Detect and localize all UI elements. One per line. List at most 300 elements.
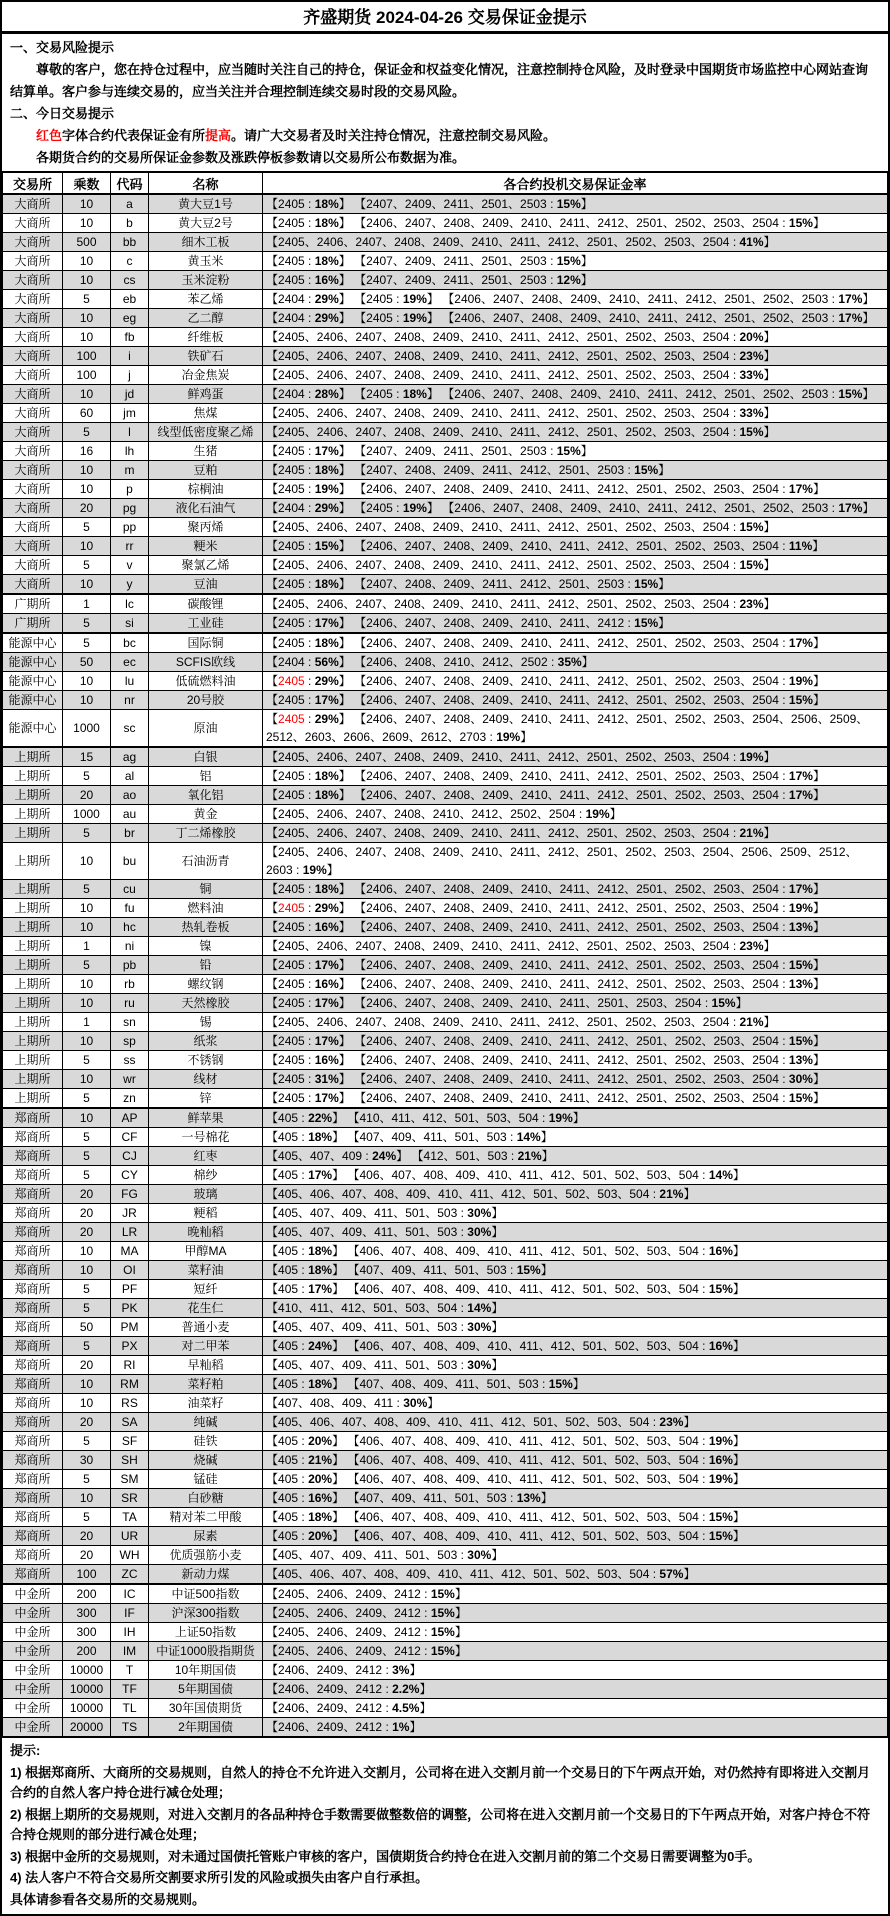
contract-rate-group: 【2405、2406、2407、2408、2409、2410、2411、2412、2501、2502、2503、2504 : 20%】: [266, 330, 776, 344]
multiplier-cell: 20000: [63, 1718, 111, 1738]
multiplier-cell: 100: [63, 366, 111, 385]
code-cell: pg: [111, 499, 149, 518]
contract-months: 2406、2407、2408、2409、2410、2411、2412、2501、2502、2503、2504: [366, 1091, 779, 1105]
contract-rate-group: 【406、407、408、409、410、411、412、501、502、503、504 : 16%】: [347, 1453, 745, 1467]
multiplier-cell: 5: [63, 767, 111, 786]
multiplier-cell: 10: [63, 1394, 111, 1413]
note-item: 4) 法人客户不符合交易所交割要求所引发的风险或损失由客户自行承担。: [10, 1870, 429, 1885]
table-row: [3, 252, 888, 271]
contract-months: 2404: [278, 655, 305, 669]
contract-rate-group: 【2405 : 16%】: [266, 273, 351, 287]
contract-months: 2406、2407、2408、2409、2410、2411、2412、2501、2502、2503、2504: [366, 1053, 779, 1067]
contract-rate-group: 【406、407、408、409、410、411、412、501、502、503、504 : 15%】: [347, 1510, 745, 1524]
margin-rate-value: 19%: [302, 863, 327, 877]
contract-rate-group: 【2405 : 16%】: [266, 977, 351, 991]
table-row: [3, 1451, 888, 1470]
code-cell: MA: [111, 1242, 149, 1261]
contract-months: 2405、2406、2407、2408、2409、2410、2411、2412、2501、2502、2503、2504: [278, 558, 730, 572]
contract-months: 405: [278, 1263, 299, 1277]
name-cell: 一号棉花: [149, 1128, 263, 1147]
contract-months: 2406、2407、2408、2409、2410、2411、2412、2501、2502、2503: [454, 311, 829, 325]
contract-rate-group: 【2405 : 18%】: [266, 216, 351, 230]
margin-rate-value: 15%: [788, 958, 813, 972]
exchange-cell: 上期所: [3, 937, 63, 956]
contract-rate-group: 【405 : 22%】: [266, 1111, 345, 1125]
contract-months: 2406、2407、2408、2409、2410、2411、2412、2501、2502、2503: [454, 387, 829, 401]
exchange-cell: 上期所: [3, 843, 63, 880]
margin-rates-cell: [263, 366, 888, 385]
name-cell: 乙二醇: [149, 309, 263, 328]
contract-months: 2406、2407、2408、2409、2410、2411、2412、2501、2502、2503、2504: [366, 882, 779, 896]
code-cell: m: [111, 461, 149, 480]
exchange-cell: 郑商所: [3, 1413, 63, 1432]
contract-rate-group: 【405、407、409、411、501、503 : 30%】: [266, 1358, 504, 1372]
exchange-cell: 上期所: [3, 899, 63, 918]
contract-months: 2405: [278, 958, 305, 972]
contract-months: 2405: [278, 1091, 305, 1105]
margin-rates-cell: [263, 805, 888, 824]
margin-rates-cell: [263, 710, 888, 748]
contract-rate-group: 【2406、2407、2408、2409、2410、2411、2412、2501、2502、2503 : 17%】: [442, 311, 875, 325]
contract-rate-group: 【2406、2407、2408、2409、2410、2411、2412、2501、2502、2503、2504 : 15%】: [354, 1034, 825, 1048]
table-row: [3, 1661, 888, 1680]
table-row: [3, 824, 888, 843]
code-cell: nr: [111, 691, 149, 710]
contract-months: 405: [278, 1282, 299, 1296]
contract-rate-group: 【405 : 16%】: [266, 1491, 345, 1505]
contract-rate-group: 【405、407、409、411、501、503 : 30%】: [266, 1225, 504, 1239]
contract-rate-group: 【405、406、407、408、409、410、411、412、501、502、503、504 : 57%】: [266, 1567, 696, 1581]
table-row: [3, 880, 888, 899]
margin-rate-value: 16%: [314, 273, 339, 287]
code-cell: SR: [111, 1489, 149, 1508]
exchange-cell: 大商所: [3, 556, 63, 575]
exchange-cell: 能源中心: [3, 691, 63, 710]
exchange-cell: 郑商所: [3, 1508, 63, 1527]
contract-rate-group: 【2406、2407、2408、2409、2410、2411、2412、2501、2502、2503、2504、2506、2509、2512、2603、2606、2609、2612、2703 : 19%】: [266, 712, 869, 744]
margin-rates-cell: [263, 194, 888, 214]
margin-rate-value: 17%: [788, 482, 813, 496]
multiplier-cell: 10: [63, 1108, 111, 1128]
margin-rate-value: 15%: [516, 1263, 541, 1277]
multiplier-cell: 5: [63, 1051, 111, 1070]
name-cell: 焦煤: [149, 404, 263, 423]
contract-months: 405: [278, 1377, 299, 1391]
table-row: [3, 1375, 888, 1394]
margin-rate-value: 17%: [838, 501, 863, 515]
exchange-cell: 中金所: [3, 1604, 63, 1623]
table-row: [3, 710, 888, 748]
table-row: [3, 1089, 888, 1109]
name-cell: 黄金: [149, 805, 263, 824]
contract-months: 405: [278, 1434, 299, 1448]
table-row: [3, 1108, 888, 1128]
exchange-cell: 郑商所: [3, 1565, 63, 1585]
margin-rate-value: 18%: [314, 882, 339, 896]
code-cell: SF: [111, 1432, 149, 1451]
multiplier-cell: 5: [63, 423, 111, 442]
contract-rate-group: 【407、409、411、501、503 : 15%】: [347, 1263, 553, 1277]
name-cell: 玻璃: [149, 1185, 263, 1204]
code-cell: al: [111, 767, 149, 786]
margin-rates-cell: [263, 1546, 888, 1565]
name-cell: 白银: [149, 747, 263, 767]
name-cell: 鲜鸡蛋: [149, 385, 263, 404]
exchange-cell: 上期所: [3, 1070, 63, 1089]
contract-months: 406、407、408、409、410、411、412、501、502、503、504: [359, 1282, 699, 1296]
col-header-exchange: 交易所: [3, 172, 63, 194]
margin-rate-value: 30%: [467, 1548, 492, 1562]
table-row: [3, 672, 888, 691]
contract-rate-group: 【405 : 17%】: [266, 1282, 345, 1296]
contract-rate-group: 【2404 : 29%】: [266, 501, 351, 515]
margin-rates-cell: [263, 653, 888, 672]
exchange-cell: 郑商所: [3, 1527, 63, 1546]
notes-heading: 提示:: [10, 1743, 41, 1758]
exchange-cell: 郑商所: [3, 1432, 63, 1451]
contract-months: 412、501、503: [423, 1149, 508, 1163]
contract-rate-group: 【2405 : 29%】: [266, 712, 351, 726]
exchange-cell: 郑商所: [3, 1299, 63, 1318]
multiplier-cell: 10: [63, 1375, 111, 1394]
code-cell: CJ: [111, 1147, 149, 1166]
name-cell: 对二甲苯: [149, 1337, 263, 1356]
table-row: [3, 1413, 888, 1432]
multiplier-cell: 5: [63, 518, 111, 537]
margin-rate-value: 30%: [788, 1072, 813, 1086]
code-cell: c: [111, 252, 149, 271]
contract-months: 2405、2406、2407、2408、2409、2410、2411、2412、2501、2502、2503、2504: [278, 1015, 730, 1029]
table-row: [3, 1432, 888, 1451]
contract-rate-group: 【2406、2407、2408、2409、2410、2411、2412、2501、2502、2503、2504 : 17%】: [354, 788, 825, 802]
code-cell: TL: [111, 1699, 149, 1718]
table-row: [3, 537, 888, 556]
margin-rate-value: 15%: [634, 463, 659, 477]
margin-rate-value: 15%: [314, 539, 339, 553]
contract-months: 2405、2406、2407、2408、2409、2410、2411、2412、2501、2502、2503、2504: [278, 330, 730, 344]
name-cell: 5年期国债: [149, 1680, 263, 1699]
code-cell: l: [111, 423, 149, 442]
contract-months: 406、407、408、409、410、411、412、501、502、503、504: [359, 1168, 699, 1182]
multiplier-cell: 50: [63, 653, 111, 672]
contract-months-raised: 2405: [278, 901, 305, 915]
margin-rates-cell: [263, 880, 888, 899]
margin-rates-cell: [263, 423, 888, 442]
margin-rates-cell: [263, 290, 888, 309]
exchange-cell: 大商所: [3, 366, 63, 385]
margin-rate-value: 18%: [314, 463, 339, 477]
name-cell: 硅铁: [149, 1432, 263, 1451]
margin-rates-cell: [263, 347, 888, 366]
margin-rate-value: 29%: [314, 901, 339, 915]
margin-rate-value: 35%: [557, 655, 582, 669]
contract-rate-group: 【406、407、408、409、410、411、412、501、502、503、504 : 16%】: [347, 1339, 745, 1353]
multiplier-cell: 10000: [63, 1661, 111, 1680]
margin-rate-value: 15%: [430, 1625, 455, 1639]
table-row: [3, 1013, 888, 1032]
margin-rates-cell: [263, 1013, 888, 1032]
margin-rates-cell: [263, 1204, 888, 1223]
margin-rate-value: 15%: [634, 616, 659, 630]
multiplier-cell: 500: [63, 233, 111, 252]
contract-months: 2404: [278, 387, 305, 401]
code-cell: RS: [111, 1394, 149, 1413]
contract-months: 405: [278, 1244, 299, 1258]
name-cell: 白砂糖: [149, 1489, 263, 1508]
contract-months: 2405: [278, 482, 305, 496]
exchange-cell: 郑商所: [3, 1375, 63, 1394]
table-row: [3, 1299, 888, 1318]
table-row: [3, 1166, 888, 1185]
contract-rate-group: 【406、407、408、409、410、411、412、501、502、503、504 : 15%】: [347, 1282, 745, 1296]
contract-rate-group: 【405、407、409、411、501、503 : 30%】: [266, 1206, 504, 1220]
contract-rate-group: 【2407、2409、2411、2501、2503 : 12%】: [354, 273, 593, 287]
margin-rate-value: 15%: [556, 254, 581, 268]
multiplier-cell: 20: [63, 1223, 111, 1242]
contract-months: 2407、2409、2411、2501、2503: [366, 197, 547, 211]
contract-months: 2406、2407、2408、2409、2410、2411、2412、2501、2502、2503、2504: [366, 920, 779, 934]
name-cell: 20号胶: [149, 691, 263, 710]
contract-months: 2405: [366, 501, 393, 515]
table-row: [3, 1147, 888, 1166]
contract-rate-group: 【2405 : 17%】: [266, 444, 351, 458]
contract-rate-group: 【405 : 18%】: [266, 1263, 345, 1277]
margin-rates-cell: [263, 1394, 888, 1413]
contract-rate-group: 【2405、2406、2407、2408、2409、2410、2411、2412、2501、2502、2503、2504 : 33%】: [266, 406, 776, 420]
name-cell: 纤维板: [149, 328, 263, 347]
table-row: [3, 385, 888, 404]
code-cell: pp: [111, 518, 149, 537]
exchange-cell: 大商所: [3, 442, 63, 461]
code-cell: p: [111, 480, 149, 499]
table-row: [3, 1128, 888, 1147]
table-row: [3, 1470, 888, 1489]
margin-rates-cell: [263, 1718, 888, 1738]
margin-rate-value: 17%: [314, 616, 339, 630]
margin-rate-value: 21%: [517, 1149, 542, 1163]
code-cell: pb: [111, 956, 149, 975]
contract-rate-group: 【2405 : 17%】: [266, 693, 351, 707]
exchange-cell: 广期所: [3, 594, 63, 614]
code-cell: au: [111, 805, 149, 824]
margin-rates-cell: [263, 843, 888, 880]
multiplier-cell: 5: [63, 880, 111, 899]
margin-rate-value: 18%: [314, 769, 339, 783]
table-row: [3, 1337, 888, 1356]
contract-months: 405: [278, 1472, 299, 1486]
table-row: [3, 309, 888, 328]
contract-months: 2405: [278, 539, 305, 553]
name-cell: 纸浆: [149, 1032, 263, 1051]
contract-months: 2405、2406、2407、2408、2409、2410、2411、2412、2501、2502、2503、2504: [278, 349, 730, 363]
margin-rates-cell: [263, 1604, 888, 1623]
exchange-cell: 郑商所: [3, 1147, 63, 1166]
code-cell: TS: [111, 1718, 149, 1738]
margin-rate-value: 14%: [467, 1301, 492, 1315]
margin-rate-value: 15%: [788, 1091, 813, 1105]
contract-months: 2405: [278, 216, 305, 230]
margin-rates-cell: [263, 691, 888, 710]
contract-rate-group: 【2406、2407、2408、2409、2410、2411、2412、2501、2502、2503、2504 : 19%】: [354, 901, 825, 915]
contract-rate-group: 【2405、2406、2407、2408、2409、2410、2411、2412、2501、2502、2503、2504 : 23%】: [266, 939, 776, 953]
contract-rate-group: 【2405 : 18%】: [266, 882, 351, 896]
contract-rate-group: 【2405 : 31%】: [266, 1072, 351, 1086]
exchange-cell: 上期所: [3, 956, 63, 975]
table-row: [3, 233, 888, 252]
margin-rate-value: 17%: [308, 1168, 333, 1182]
margin-rates-cell: [263, 404, 888, 423]
name-cell: 线型低密度聚乙烯: [149, 423, 263, 442]
contract-months: 2406、2407、2408、2409、2410、2411、2412、2501、2502、2503、2504: [366, 1072, 779, 1086]
contract-rate-group: 【2404 : 28%】: [266, 387, 351, 401]
contract-months: 405: [278, 1529, 299, 1543]
contract-rate-group: 【2405 : 18%】: [266, 254, 351, 268]
contract-months: 405: [278, 1453, 299, 1467]
code-cell: ag: [111, 747, 149, 767]
margin-rate-value: 1%: [392, 1720, 410, 1734]
contract-rate-group: 【2406、2407、2408、2409、2410、2411、2501、2503、2504 : 15%】: [354, 996, 748, 1010]
margin-rates-cell: [263, 537, 888, 556]
contract-rate-group: 【2405 : 18%】: [354, 387, 439, 401]
contract-rate-group: 【406、407、408、409、410、411、412、501、502、503、504 : 19%】: [347, 1472, 745, 1486]
code-cell: WH: [111, 1546, 149, 1565]
multiplier-cell: 5: [63, 1508, 111, 1527]
margin-rates-cell: [263, 1680, 888, 1699]
margin-rate-value: 2.2%: [392, 1682, 420, 1696]
name-cell: 豆粕: [149, 461, 263, 480]
contract-months: 405、406、407、408、409、410、411、412、501、502、503、504: [278, 1567, 650, 1581]
multiplier-cell: 20: [63, 1185, 111, 1204]
preamble: [2, 34, 888, 171]
contract-months: 2406、2408、2410、2412、2502: [366, 655, 548, 669]
multiplier-cell: 20: [63, 786, 111, 805]
contract-rate-group: 【2405 : 19%】: [354, 501, 439, 515]
contract-months: 2405: [278, 636, 305, 650]
contract-months: 2407、2409、2411、2501、2503: [366, 273, 547, 287]
red-highlight-text: 提高: [205, 128, 232, 143]
contract-months: 406、407、408、409、410、411、412、501、502、503、504: [359, 1339, 699, 1353]
contract-rate-group: 【2406、2407、2408、2409、2410、2411、2412、2501、2502、2503 : 15%】: [442, 387, 875, 401]
contract-rate-group: 【410、411、412、501、503、504 : 14%】: [266, 1301, 504, 1315]
contract-months: 2406、2409、2412: [278, 1701, 383, 1715]
name-cell: 晚籼稻: [149, 1223, 263, 1242]
contract-months: 2405: [278, 1072, 305, 1086]
name-cell: 菜籽油: [149, 1261, 263, 1280]
multiplier-cell: 10: [63, 1032, 111, 1051]
margin-rate-value: 13%: [788, 1053, 813, 1067]
contract-months: 406、407、408、409、410、411、412、501、502、503、504: [359, 1453, 699, 1467]
margin-rates-cell: [263, 824, 888, 843]
code-cell: CF: [111, 1128, 149, 1147]
code-cell: FG: [111, 1185, 149, 1204]
exchange-cell: 大商所: [3, 290, 63, 309]
multiplier-cell: 15: [63, 747, 111, 767]
contract-months: 2405、2406、2407、2408、2409、2410、2411、2412、2501、2502、2503、2504: [278, 826, 730, 840]
name-cell: 黄大豆2号: [149, 214, 263, 233]
table-row: [3, 575, 888, 595]
contract-months: 405、406、407、408、409、410、411、412、501、502、503、504: [278, 1187, 650, 1201]
margin-rate-value: 15%: [708, 1510, 733, 1524]
margin-rate-value: 18%: [314, 254, 339, 268]
margin-rates-cell: [263, 1451, 888, 1470]
contract-rate-group: 【2407、2408、2409、2411、2412、2501、2503 : 15%】: [354, 463, 671, 477]
exchange-cell: 上期所: [3, 767, 63, 786]
contract-rate-group: 【405 : 21%】: [266, 1453, 345, 1467]
contract-months: 405: [278, 1130, 299, 1144]
multiplier-cell: 10000: [63, 1680, 111, 1699]
name-cell: 10年期国债: [149, 1661, 263, 1680]
table-row: [3, 786, 888, 805]
code-cell: bb: [111, 233, 149, 252]
contract-months: 2406、2407、2408、2409、2410、2411、2412、2501、2502、2503、2504: [366, 693, 779, 707]
risk-section-heading: 一、交易风险提示: [10, 40, 115, 55]
contract-months: 2405: [278, 693, 305, 707]
margin-rate-value: 29%: [314, 292, 339, 306]
table-row: [3, 1051, 888, 1070]
code-cell: cu: [111, 880, 149, 899]
table-row: [3, 1070, 888, 1089]
code-cell: IH: [111, 1623, 149, 1642]
name-cell: 中证500指数: [149, 1584, 263, 1604]
contract-rate-group: 【2406、2407、2408、2409、2410、2411、2412、2501、2502、2503、2504 : 17%】: [354, 882, 825, 896]
multiplier-cell: 10: [63, 1261, 111, 1280]
multiplier-cell: 30: [63, 1451, 111, 1470]
margin-rates-cell: [263, 518, 888, 537]
margin-rate-value: 14%: [708, 1168, 733, 1182]
margin-rates-cell: [263, 1242, 888, 1261]
contract-months: 2406、2407、2408、2409、2410、2411、2501、2503、2504: [366, 996, 702, 1010]
margin-rate-value: 20%: [308, 1472, 333, 1486]
margin-rates-cell: [263, 442, 888, 461]
exchange-cell: 郑商所: [3, 1261, 63, 1280]
exchange-cell: 上期所: [3, 918, 63, 937]
code-cell: eg: [111, 309, 149, 328]
table-row: [3, 328, 888, 347]
multiplier-cell: 5: [63, 614, 111, 634]
name-cell: 氧化铝: [149, 786, 263, 805]
exchange-cell: 郑商所: [3, 1394, 63, 1413]
name-cell: 燃料油: [149, 899, 263, 918]
multiplier-cell: 10: [63, 672, 111, 691]
exchange-cell: 大商所: [3, 537, 63, 556]
multiplier-cell: 5: [63, 1280, 111, 1299]
contract-rate-group: 【406、407、408、409、410、411、412、501、502、503、504 : 14%】: [347, 1168, 745, 1182]
name-cell: 低硫燃料油: [149, 672, 263, 691]
margin-rate-value: 16%: [708, 1453, 733, 1467]
margin-rate-value: 4.5%: [392, 1701, 420, 1715]
exchange-cell: 上期所: [3, 1032, 63, 1051]
name-cell: 细木工板: [149, 233, 263, 252]
table-row: [3, 404, 888, 423]
multiplier-cell: 20: [63, 1413, 111, 1432]
margin-rate-value: 17%: [314, 1034, 339, 1048]
contract-months: 2405: [278, 769, 305, 783]
multiplier-cell: 16: [63, 442, 111, 461]
contract-rate-group: 【2405 : 17%】: [266, 1034, 351, 1048]
contract-months: 405、407、409、411、501、503: [278, 1320, 458, 1334]
exchange-cell: 中金所: [3, 1642, 63, 1661]
exchange-cell: 大商所: [3, 385, 63, 404]
margin-rates-cell: [263, 1489, 888, 1508]
code-cell: bc: [111, 633, 149, 653]
exchange-cell: 中金所: [3, 1680, 63, 1699]
contract-rate-group: 【2405、2406、2407、2408、2409、2410、2411、2412、2501、2502、2503、2504 : 23%】: [266, 597, 776, 611]
code-cell: AP: [111, 1108, 149, 1128]
contract-months: 2406、2407、2408、2409、2410、2411、2412、2501、2502、2503、2504: [366, 977, 779, 991]
contract-months: 2404: [278, 311, 305, 325]
table-row: [3, 442, 888, 461]
table-row: [3, 1699, 888, 1718]
